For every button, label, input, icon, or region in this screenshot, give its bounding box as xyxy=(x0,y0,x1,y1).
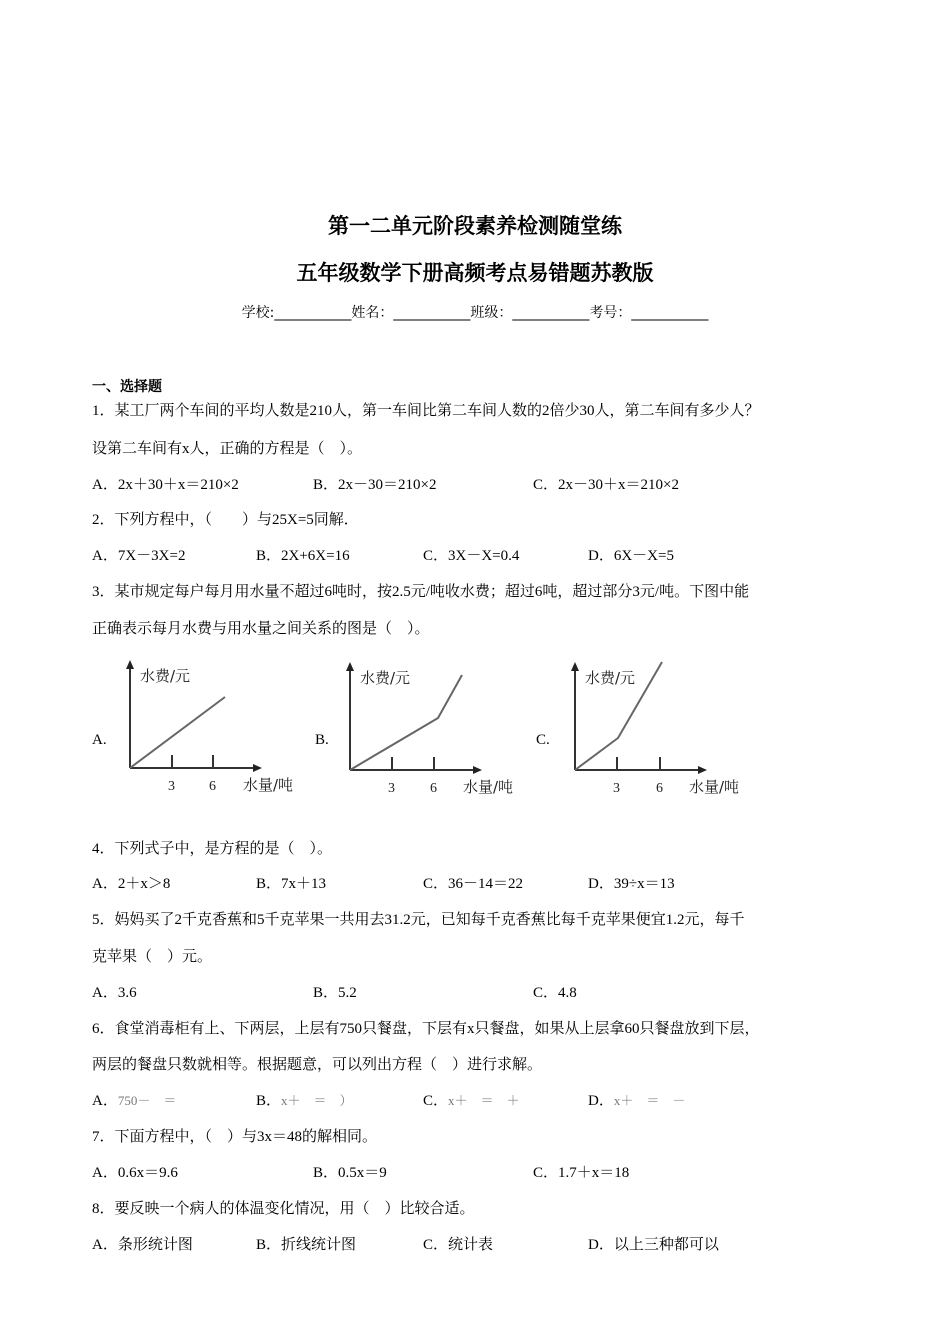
q8-option-d: D．以上三种都可以 xyxy=(588,1237,719,1253)
option-expression: x＋ ＝ ＋ xyxy=(448,1093,520,1108)
q6-option-b xyxy=(256,1091,353,1111)
tick-6: 6 xyxy=(430,781,437,796)
q1-option-a: A．2x＋30＋x＝210×2 xyxy=(92,477,239,493)
q4-option-a: A．2＋x＞8 xyxy=(92,876,171,892)
doc-title: 第一二单元阶段素养检测随堂练 xyxy=(328,214,622,238)
option-expression: x＋ ＝ － xyxy=(613,1093,686,1108)
q8-option-b: B．折线统计图 xyxy=(256,1237,357,1253)
graph-a xyxy=(110,655,310,800)
q4-option-b: B．7x＋13 xyxy=(256,876,327,892)
option-letter: B． xyxy=(256,1093,282,1109)
y-axis-label: 水费/元 xyxy=(140,667,191,685)
option-letter: C． xyxy=(423,1093,449,1109)
question-5: 5．妈妈买了2千克香蕉和5千克苹果一共用去31.2元，已知每千克香蕉比每千克苹果便宜1.2元，每千 xyxy=(92,912,745,928)
y-axis-label: 水费/元 xyxy=(585,669,636,687)
graph-c xyxy=(555,655,755,800)
q3-option-b-label: B. xyxy=(315,732,329,748)
doc-subtitle: 五年级数学下册高频考点易错题苏教版 xyxy=(296,261,654,285)
question-1: 1．某工厂两个车间的平均人数是210人，第一车间比第二车间人数的2倍少30人，第二车间有多少人？ xyxy=(92,403,760,419)
graph-b xyxy=(330,655,530,800)
q7-option-a: A．0.6x＝9.6 xyxy=(92,1165,178,1181)
option-expression: 750－ ＝ xyxy=(117,1093,177,1108)
x-axis-label: 水量/吨 xyxy=(689,778,740,796)
question-7: 7．下面方程中，（ ）与3x＝48的解相同。 xyxy=(92,1129,378,1145)
q5-option-a: A．3.6 xyxy=(92,985,137,1001)
q1-option-b: B．2x－30＝210×2 xyxy=(313,477,437,493)
q4-option-c: C．36－14＝22 xyxy=(423,876,524,892)
option-expression: x＋ ＝ ） xyxy=(281,1093,353,1108)
q6-option-c xyxy=(423,1091,520,1111)
tick-6: 6 xyxy=(209,779,216,794)
question-3: 3．某市规定每户每月用水量不超过6吨时，按2.5元/吨收水费；超过6吨，超过部分3元/吨。下图中能 xyxy=(92,584,750,600)
tick-3: 3 xyxy=(613,781,620,796)
question-6-line2: 两层的餐盘只数就相等。根据题意，可以列出方程（ ）进行求解。 xyxy=(92,1057,543,1073)
q6-option-d xyxy=(588,1091,685,1111)
option-letter: D． xyxy=(588,1093,614,1109)
section-heading: 一、选择题 xyxy=(92,379,162,395)
q2-option-c: C．3X－X=0.4 xyxy=(423,548,520,564)
q8-option-a: A．条形统计图 xyxy=(92,1237,193,1253)
tick-3: 3 xyxy=(388,781,395,796)
q5-option-b: B．5.2 xyxy=(313,985,357,1001)
q8-option-c: C．统计表 xyxy=(423,1237,494,1253)
question-1-line2: 设第二车间有x人，正确的方程是（ ）。 xyxy=(92,441,363,457)
question-4: 4．下列式子中，是方程的是（ ）。 xyxy=(92,841,333,857)
question-5-line2: 克苹果（ ）元。 xyxy=(92,949,213,965)
y-axis-label: 水费/元 xyxy=(360,669,411,687)
q3-option-a-label: A. xyxy=(92,732,107,748)
x-axis-label: 水量/吨 xyxy=(243,776,294,794)
question-3-line2: 正确表示每月水费与用水量之间关系的图是（ ）。 xyxy=(92,621,430,637)
question-8: 8．要反映一个病人的体温变化情况，用（ ）比较合适。 xyxy=(92,1201,475,1217)
question-6: 6．食堂消毒柜有上、下两层，上层有750只餐盘，下层有x只餐盘，如果从上层拿60只餐盘放到下层， xyxy=(92,1021,760,1037)
q7-option-b: B．0.5x＝9 xyxy=(313,1165,387,1181)
q7-option-c: C．1.7＋x＝18 xyxy=(533,1165,630,1181)
q2-option-a: A．7X－3X=2 xyxy=(92,548,186,564)
x-axis-label: 水量/吨 xyxy=(463,778,514,796)
q6-option-a xyxy=(92,1091,176,1111)
tick-6: 6 xyxy=(656,781,663,796)
q2-option-d: D．6X－X=5 xyxy=(588,548,674,564)
student-info-line: 学校:___________姓名：___________班级：___________考号：___________ xyxy=(241,305,709,321)
option-letter: A． xyxy=(92,1093,118,1109)
q4-option-d: D．39÷x＝13 xyxy=(588,876,675,892)
q5-option-c: C．4.8 xyxy=(533,985,577,1001)
question-2: 2．下列方程中，（ ）与25X=5同解． xyxy=(92,512,359,528)
q3-option-c-label: C. xyxy=(536,732,550,748)
q1-option-c: C．2x－30＋x＝210×2 xyxy=(533,477,679,493)
tick-3: 3 xyxy=(168,779,175,794)
q2-option-b: B．2X+6X=16 xyxy=(256,548,350,564)
